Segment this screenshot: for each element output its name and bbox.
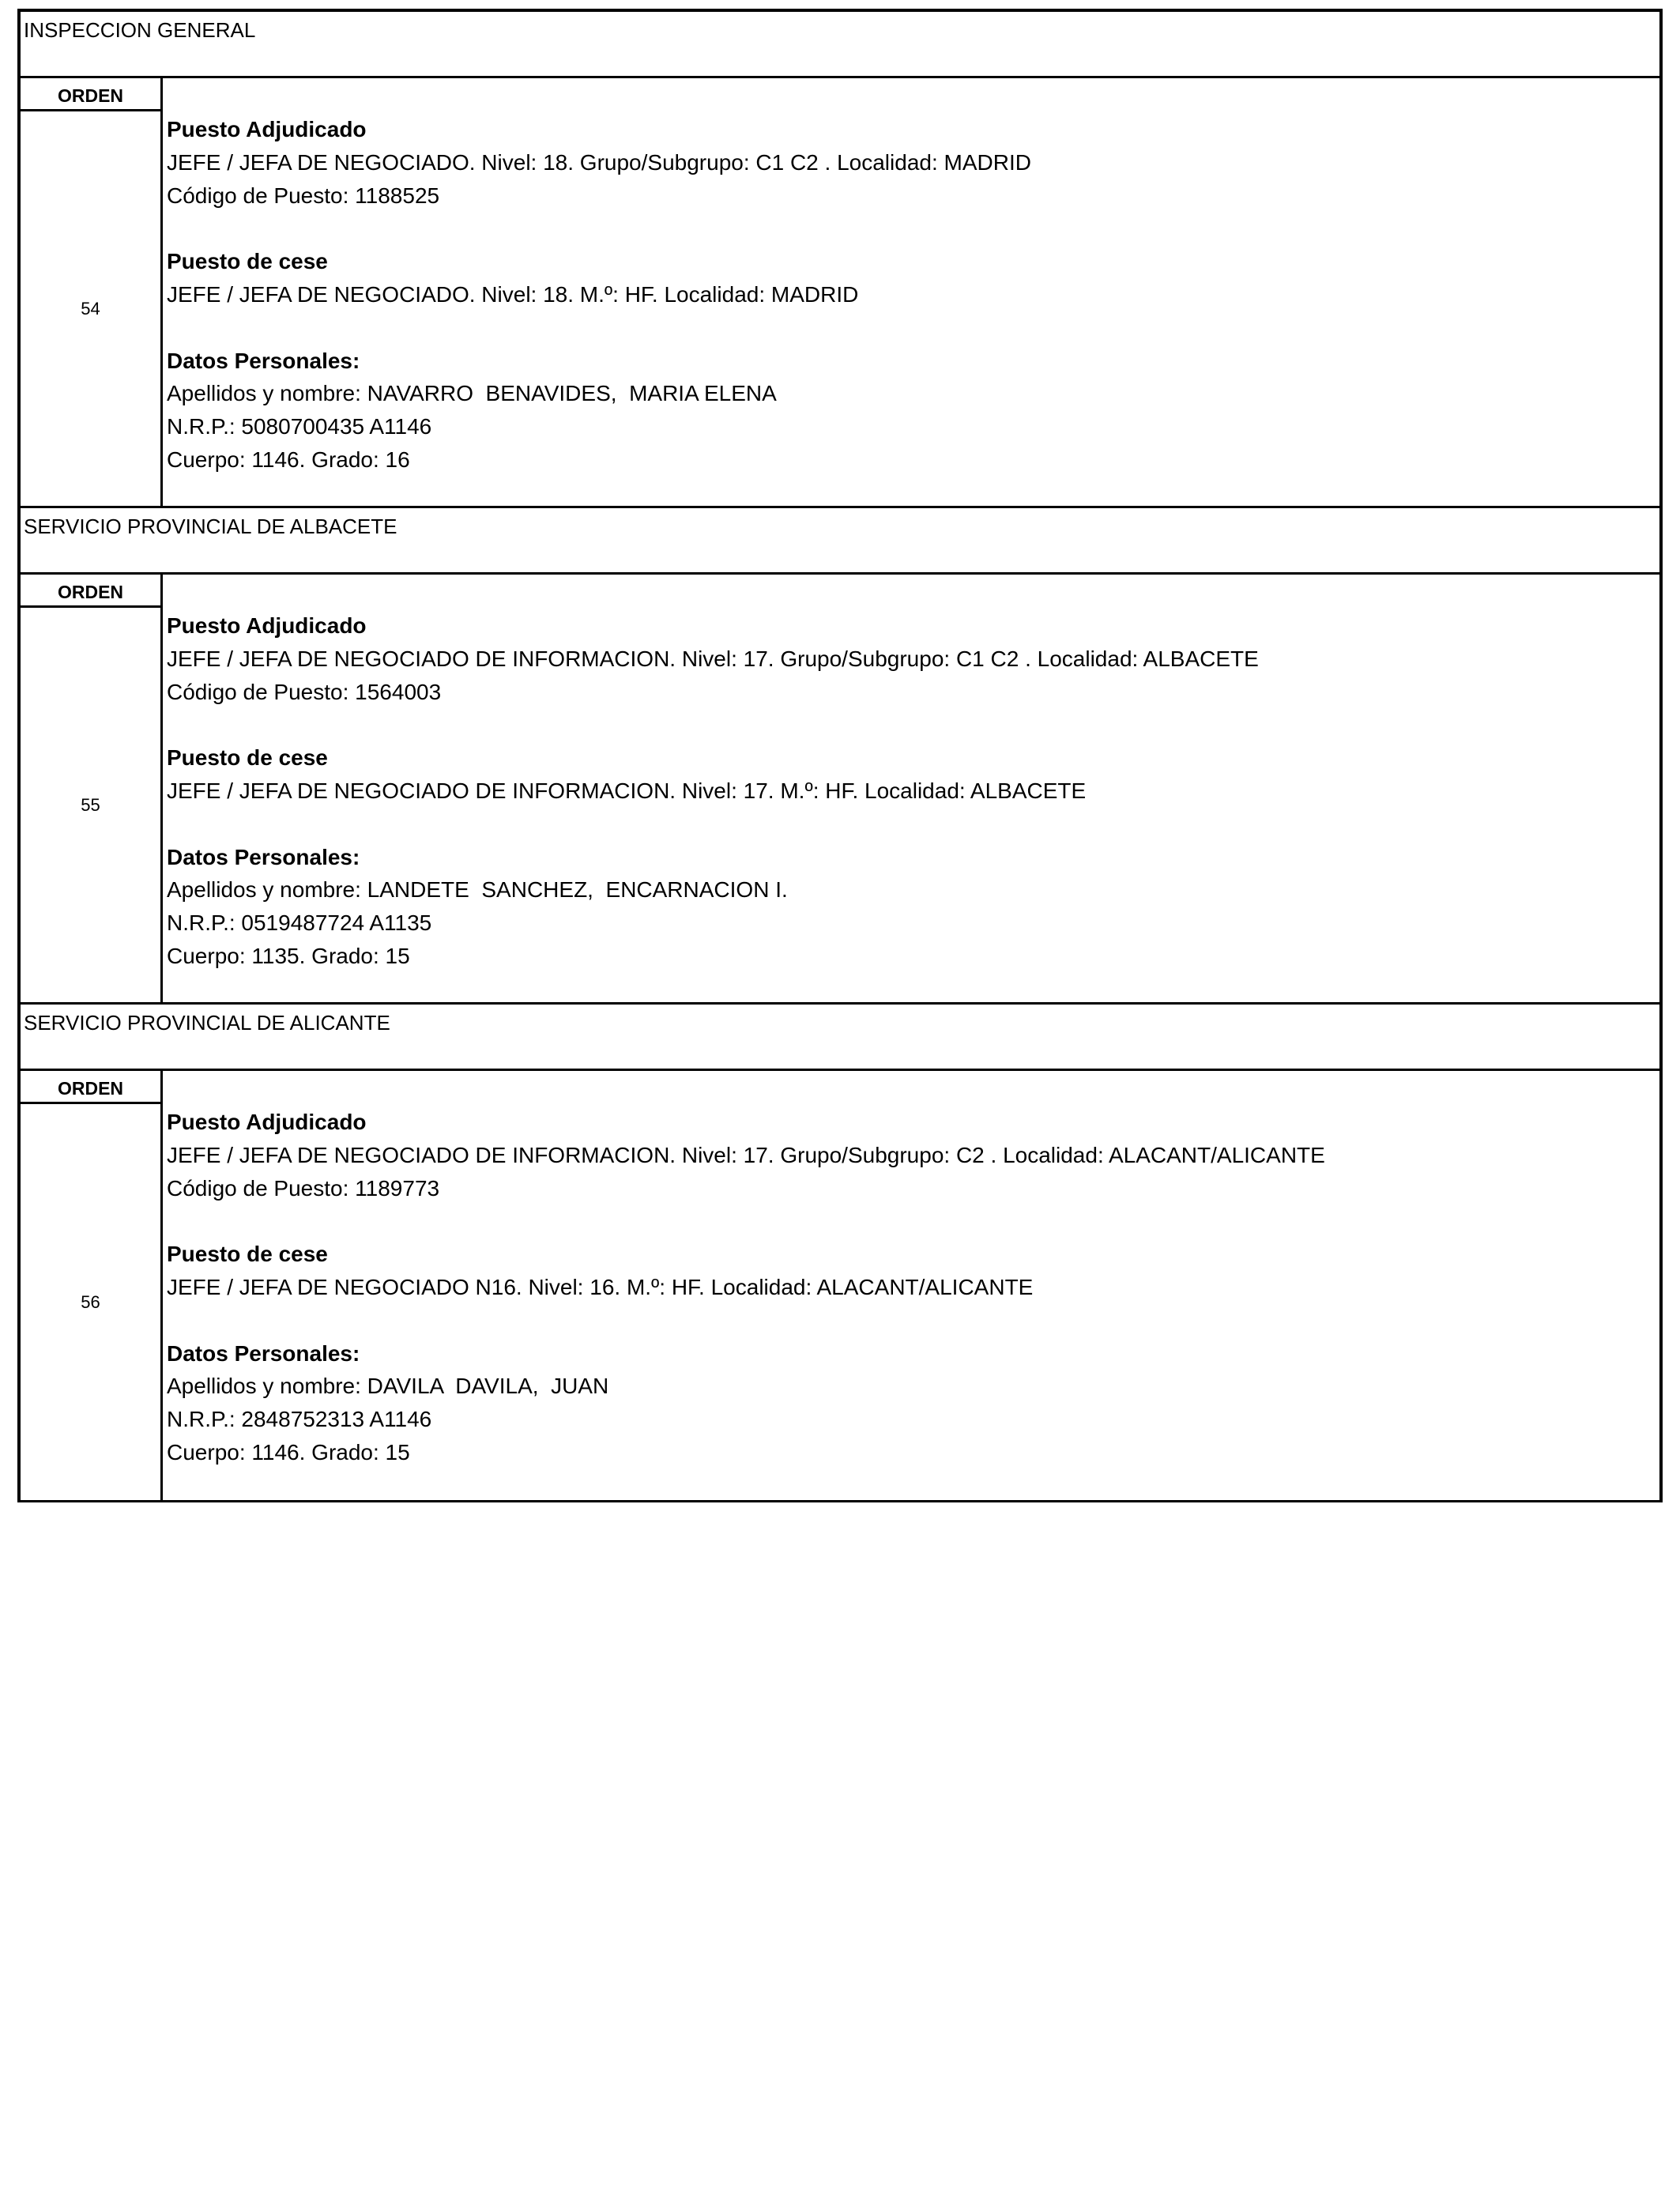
orden-label: ORDEN	[21, 575, 160, 608]
puesto-cese-description: JEFE / JEFA DE NEGOCIADO N16. Nivel: 16. M.º: HF. Localidad: ALACANT/ALICANTE	[167, 1274, 1034, 1299]
datos-personales-title: Datos Personales:	[167, 1340, 360, 1366]
table-row	[21, 78, 1659, 508]
cuerpo-grado: Cuerpo: 1135. Grado: 15	[167, 943, 410, 968]
orden-column	[21, 1071, 163, 1500]
apellidos-nombre: Apellidos y nombre: NAVARRO BENAVIDES, MARIA ELENA	[167, 381, 777, 406]
nrp: N.R.P.: 2848752313 A1146	[167, 1407, 432, 1432]
assignment-table	[17, 9, 1663, 1502]
table-row	[21, 1071, 1659, 1500]
datos-personales-title: Datos Personales:	[167, 348, 360, 373]
cuerpo-grado: Cuerpo: 1146. Grado: 16	[167, 447, 410, 472]
section-header: SERVICIO PROVINCIAL DE ALICANTE	[21, 1005, 1659, 1071]
nrp: N.R.P.: 0519487724 A1135	[167, 910, 432, 936]
codigo-puesto: Código de Puesto: 1188525	[167, 183, 440, 208]
orden-column	[21, 78, 163, 506]
puesto-cese-title: Puesto de cese	[167, 745, 328, 771]
puesto-adjudicado-title: Puesto Adjudicado	[167, 117, 367, 141]
puesto-adjudicado-title: Puesto Adjudicado	[167, 613, 367, 638]
puesto-adjudicado-description: JEFE / JEFA DE NEGOCIADO. Nivel: 18. Grupo/Subgrupo: C1 C2 . Localidad: MADRID	[167, 149, 1031, 175]
apellidos-nombre: Apellidos y nombre: LANDETE SANCHEZ, ENCARNACION I.	[167, 877, 788, 903]
orden-number: 56	[81, 1291, 100, 1312]
entry-details	[163, 575, 1659, 1002]
puesto-cese-description: JEFE / JEFA DE NEGOCIADO DE INFORMACION. Nivel: 17. M.º: HF. Localidad: ALBACETE	[167, 778, 1087, 803]
nrp: N.R.P.: 5080700435 A1146	[167, 414, 432, 439]
puesto-adjudicado-description: JEFE / JEFA DE NEGOCIADO DE INFORMACION. Nivel: 17. Grupo/Subgrupo: C2 . Localidad: ALACANT/ALICANTE	[167, 1142, 1325, 1167]
orden-label: ORDEN	[21, 78, 160, 111]
codigo-puesto: Código de Puesto: 1564003	[167, 679, 442, 704]
section-header: SERVICIO PROVINCIAL DE ALBACETE	[21, 508, 1659, 575]
puesto-cese-description: JEFE / JEFA DE NEGOCIADO. Nivel: 18. M.º: HF. Localidad: MADRID	[167, 281, 859, 307]
puesto-adjudicado-title: Puesto Adjudicado	[167, 1110, 367, 1134]
orden-column	[21, 575, 163, 1002]
datos-personales-title: Datos Personales:	[167, 844, 360, 869]
entry-details	[163, 1071, 1659, 1500]
puesto-cese-title: Puesto de cese	[167, 249, 328, 274]
codigo-puesto: Código de Puesto: 1189773	[167, 1175, 440, 1201]
section-header: INSPECCION GENERAL	[21, 12, 1659, 78]
apellidos-nombre: Apellidos y nombre: DAVILA DAVILA, JUAN	[167, 1374, 609, 1399]
puesto-cese-title: Puesto de cese	[167, 1242, 328, 1267]
orden-number: 55	[81, 794, 100, 815]
entry-details	[163, 78, 1659, 506]
orden-label: ORDEN	[21, 1071, 160, 1104]
puesto-adjudicado-description: JEFE / JEFA DE NEGOCIADO DE INFORMACION. Nivel: 17. Grupo/Subgrupo: C1 C2 . Localidad: ALBACETE	[167, 646, 1259, 671]
table-row	[21, 575, 1659, 1005]
orden-number: 54	[81, 298, 100, 319]
cuerpo-grado: Cuerpo: 1146. Grado: 15	[167, 1439, 410, 1465]
